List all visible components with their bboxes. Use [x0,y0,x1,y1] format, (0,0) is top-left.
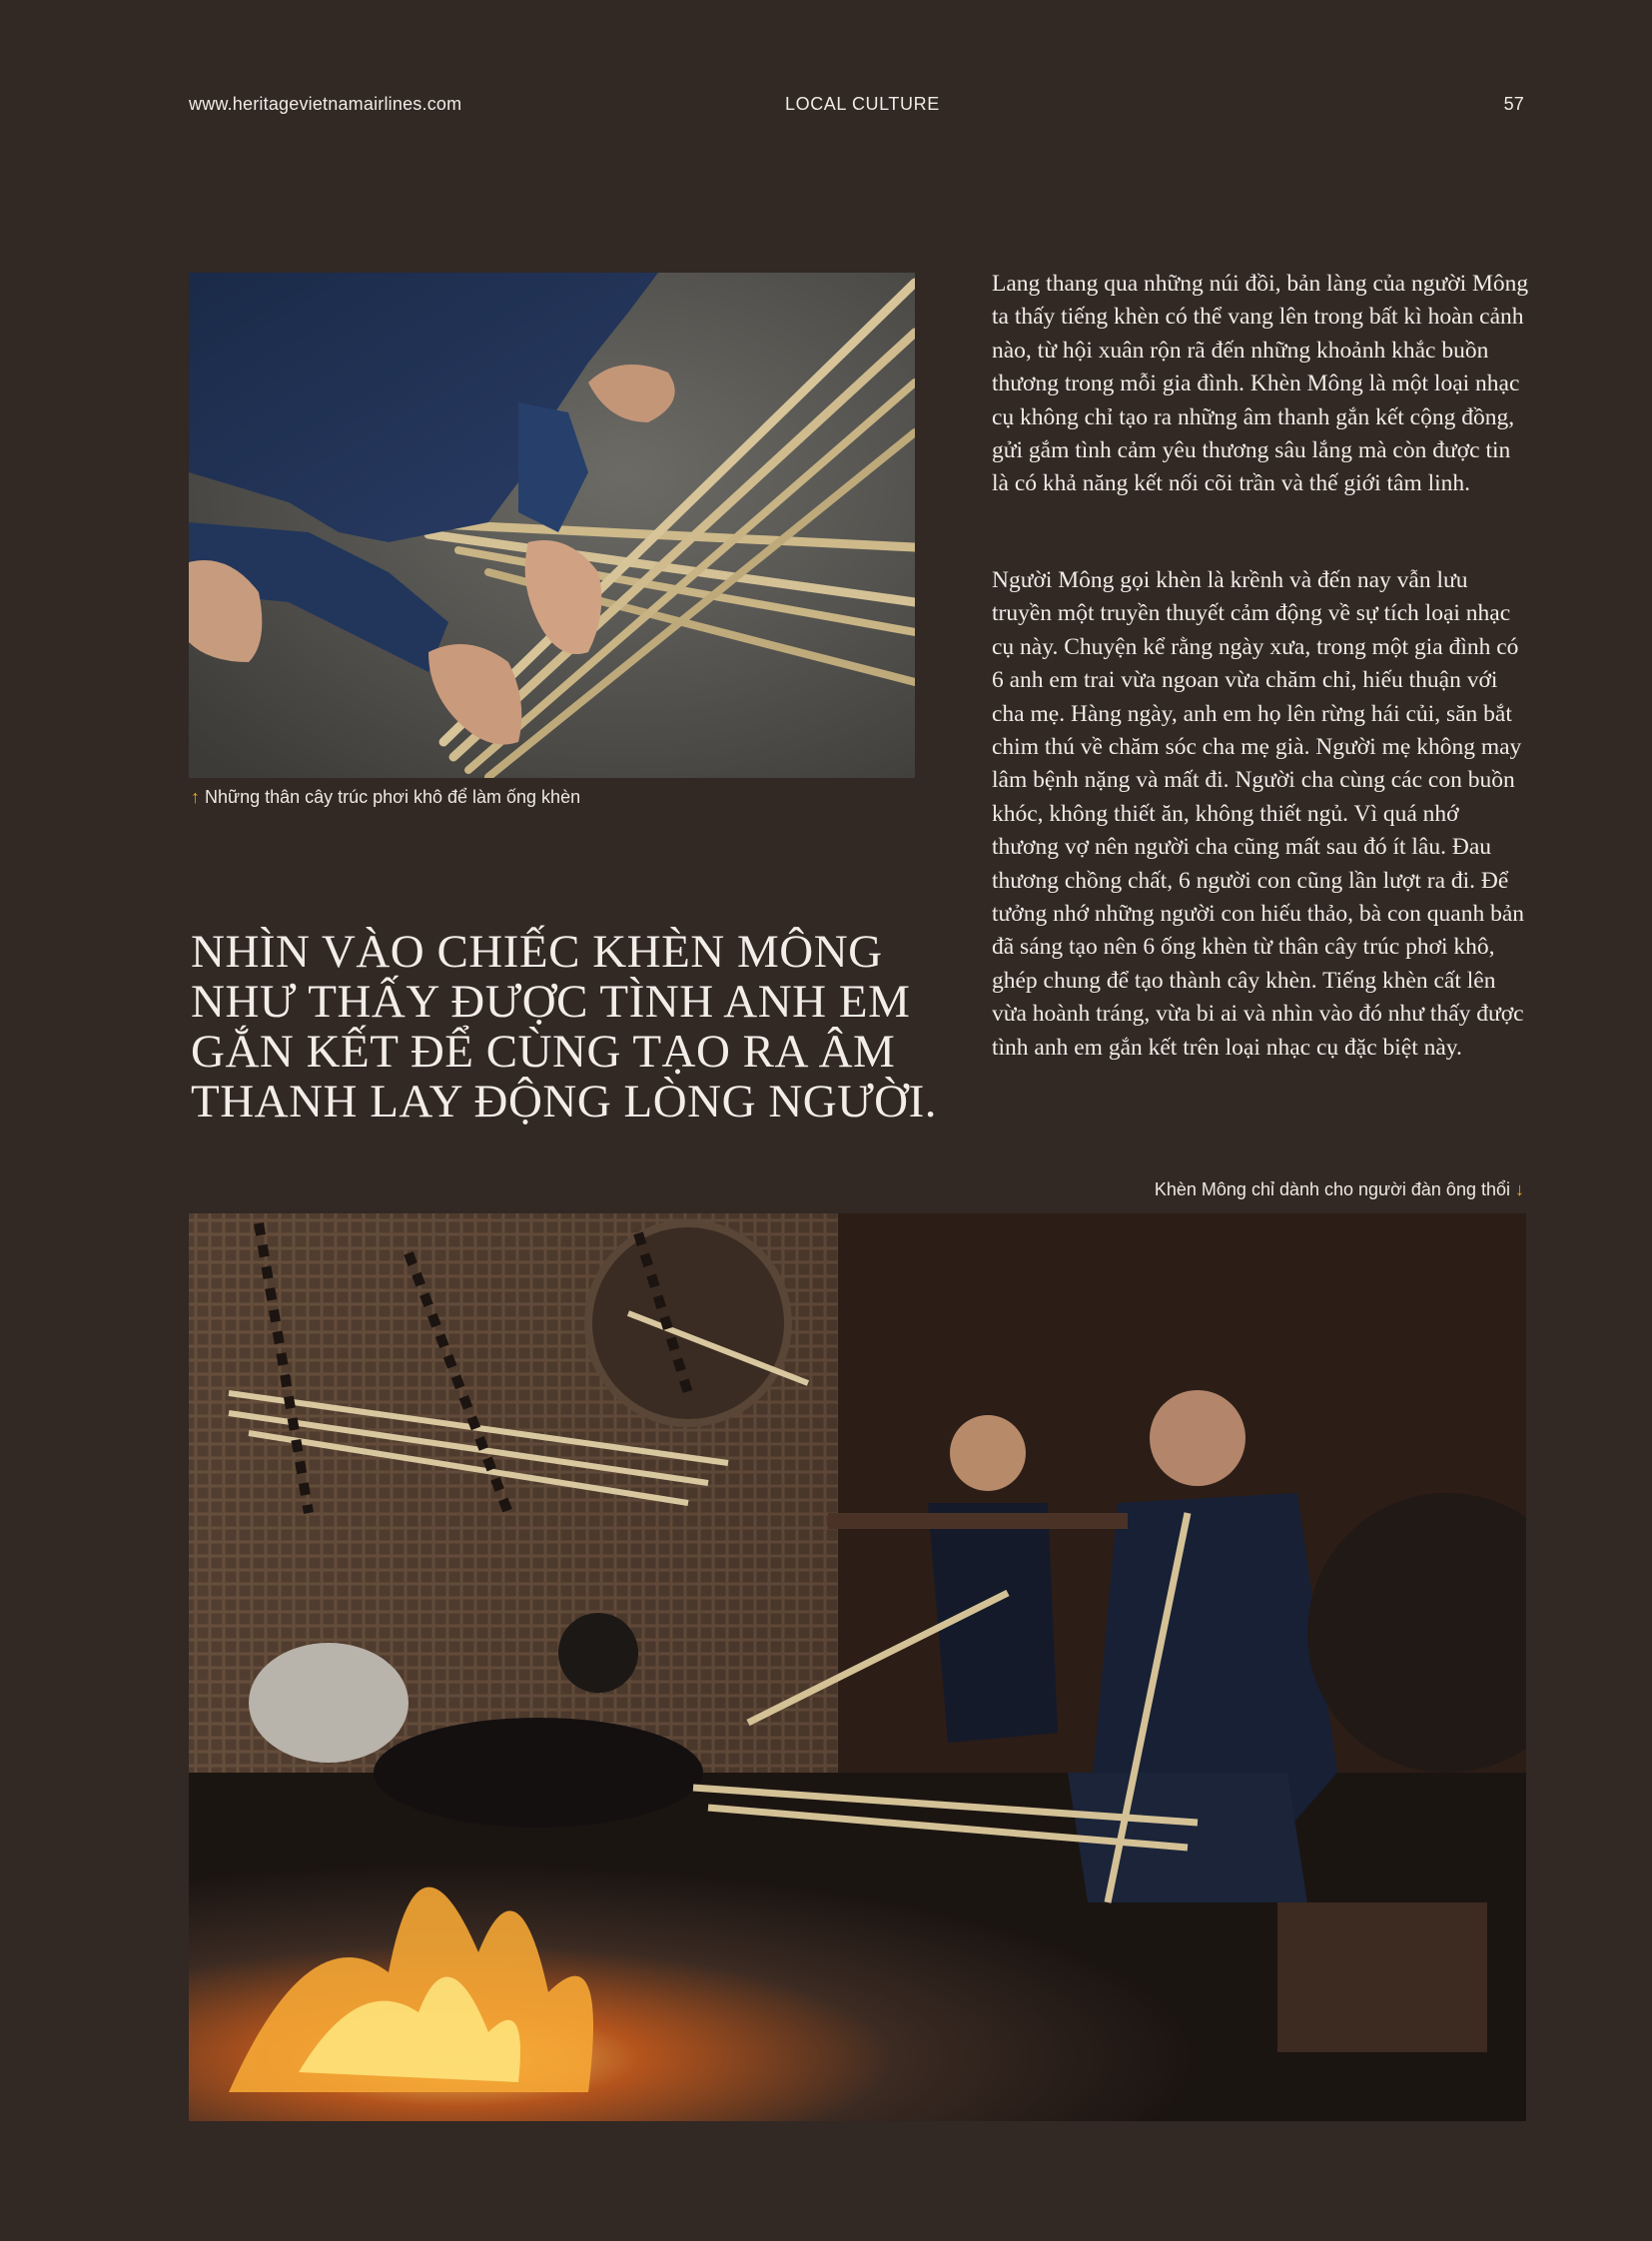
article-paragraph-2: Người Mông gọi khèn là krềnh và đến nay vẫn lưu truyền một truyền thuyết cảm động về sự tích loại nhạc cụ này. Chuyện kể rằng ngày xưa, trong một gia đình có 6 anh em trai vừa ngoan vừa chăm chỉ, hiếu thuận với cha mẹ. Hàng ngày, anh em họ lên rừng hái củi, săn bắt chim thú về chăm sóc cha mẹ già. Người mẹ không may lâm bệnh nặng và mất đi. Người cha cùng các con buồn khóc, không thiết ăn, không thiết ngủ. Vì quá nhớ thương vợ nên người cha cũng mất sau đó ít lâu. Đau thương chồng chất, 6 người con cũng lần lượt ra đi. Để tưởng nhớ những người con hiếu thảo, bà con quanh bản đã sáng tạo nên 6 ống khèn từ thân cây trúc phơi khô, ghép chung để tạo thành cây khèn. Tiếng khèn cất lên vừa hoành tráng, vừa bi ai và nhìn vào đó như thấy được tình anh em gắn kết trên loại nhạc cụ đặc biệt này. [992,567,1524,1061]
page-number: 57 [1503,94,1524,114]
arrow-up-icon: ↑ [191,787,200,807]
site-url[interactable]: www.heritagevietnamairlines.com [189,94,462,114]
section-name: LOCAL CULTURE [785,94,940,114]
photo-caption-top [191,787,580,808]
arrow-down-icon: ↓ [1515,1179,1524,1199]
khen-players-photo [189,1213,1526,2121]
photo-caption-bottom [1155,1179,1524,1200]
article-paragraph-1: Lang thang qua những núi đồi, bản làng của người Mông ta thấy tiếng khèn có thể vang lên trong bất kì hoàn cảnh nào, từ hội xuân rộn rã đến những khoảnh khắc buồn thương trong mỗi gia đình. Khèn Mông là một loại nhạc cụ không chỉ tạo ra những âm thanh gắn kết cộng đồng, gửi gắm tình cảm yêu thương sâu lắng mà còn được tin là có khả năng kết nối cõi trần và thế giới tâm linh. [992,271,1529,497]
photo-caption-bottom-text: Khèn Mông chỉ dành cho người đàn ông thổi [1154,1179,1510,1199]
bamboo-drying-photo [189,273,915,778]
pull-quote: NHÌN VÀO CHIẾC KHÈN MÔNG NHƯ THẤY ĐƯỢC TÌNH ANH EM GẮN KẾT ĐỂ CÙNG TẠO RA ÂM THANH LAY ĐỘNG LÒNG NGƯỜI. [191,926,938,1127]
photo-caption-top-text: Những thân cây trúc phơi khô để làm ống khèn [205,787,581,807]
